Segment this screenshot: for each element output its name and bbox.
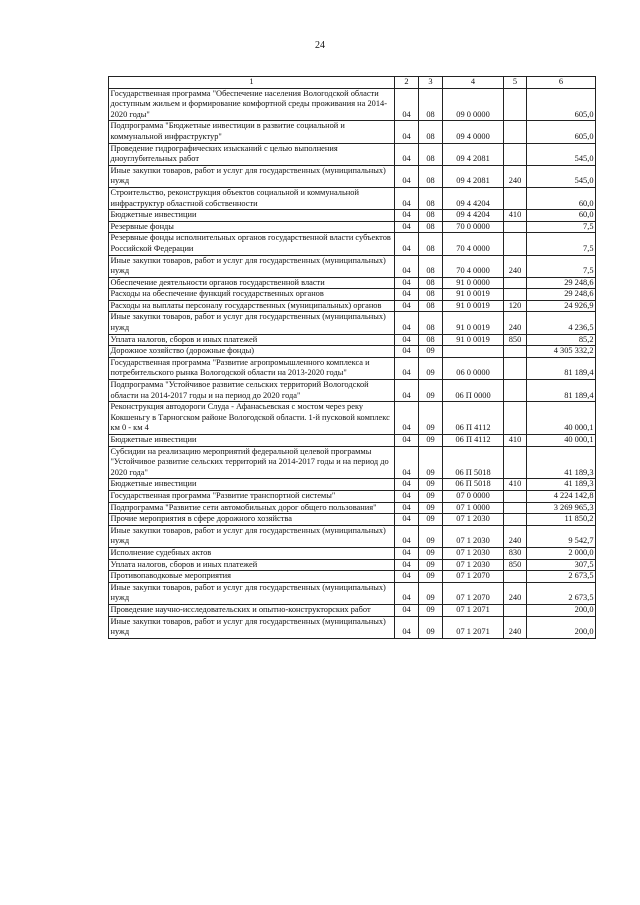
section-code: 04 [395,446,419,479]
table-row [109,502,596,514]
expense-type-code [504,221,527,233]
table-row [109,143,596,165]
table-row [109,221,596,233]
table-row [109,312,596,334]
expense-type-code: 830 [504,547,527,559]
item-name: Государственная программа "Развитие транспортной системы" [109,490,395,502]
expense-type-code [504,380,527,402]
item-name: Иные закупки товаров, работ и услуг для государственных (муниципальных) нужд [109,525,395,547]
subsection-code: 08 [419,165,443,187]
target-article-code: 91 0 0019 [443,312,504,334]
table-row [109,289,596,301]
table-body [109,88,596,638]
section-code: 04 [395,490,419,502]
expense-type-code [504,357,527,379]
subsection-code: 09 [419,479,443,491]
subsection-code: 09 [419,435,443,447]
target-article-code: 09 4 2081 [443,165,504,187]
amount: 200,0 [527,604,596,616]
table-row [109,435,596,447]
section-code: 04 [395,165,419,187]
amount: 40 000,1 [527,402,596,435]
amount: 60,0 [527,210,596,222]
amount: 2 000,0 [527,547,596,559]
subsection-code: 08 [419,221,443,233]
table-row [109,582,596,604]
expense-type-code: 240 [504,582,527,604]
item-name: Дорожное хозяйство (дорожные фонды) [109,346,395,358]
subsection-code: 09 [419,582,443,604]
table-row [109,547,596,559]
item-name: Иные закупки товаров, работ и услуг для государственных (муниципальных) нужд [109,582,395,604]
target-article-code: 09 0 0000 [443,88,504,121]
item-name: Проведение научно-исследовательских и опытно-конструкторских работ [109,604,395,616]
subsection-code: 08 [419,121,443,143]
section-code: 04 [395,357,419,379]
subsection-code: 09 [419,346,443,358]
section-code: 04 [395,312,419,334]
subsection-code: 08 [419,88,443,121]
target-article-code: 91 0 0019 [443,334,504,346]
table-row [109,559,596,571]
subsection-code: 09 [419,604,443,616]
item-name: Иные закупки товаров, работ и услуг для государственных (муниципальных) нужд [109,165,395,187]
section-code: 04 [395,525,419,547]
expense-type-code: 410 [504,210,527,222]
amount: 545,0 [527,165,596,187]
target-article-code: 07 1 2071 [443,616,504,638]
target-article-code: 70 0 0000 [443,221,504,233]
section-code: 04 [395,289,419,301]
section-code: 04 [395,571,419,583]
subsection-code: 08 [419,289,443,301]
expense-type-code: 240 [504,312,527,334]
target-article-code: 06 П 4112 [443,402,504,435]
header-col-section: 2 [395,77,419,89]
subsection-code: 08 [419,210,443,222]
amount: 545,0 [527,143,596,165]
expense-type-code [504,121,527,143]
expense-type-code [504,490,527,502]
section-code: 04 [395,255,419,277]
target-article-code: 07 0 0000 [443,490,504,502]
item-name: Резервные фонды [109,221,395,233]
item-name: Проведение гидрографических изысканий с целью выполнения дноуглубительных работ [109,143,395,165]
amount: 605,0 [527,121,596,143]
subsection-code: 09 [419,525,443,547]
target-article-code: 70 4 0000 [443,233,504,255]
amount: 4 305 332,2 [527,346,596,358]
target-article-code: 07 1 2071 [443,604,504,616]
item-name: Государственная программа "Обеспечение населения Вологодской области доступным жильем и формирование комфортной среды проживания на 2014-2020 годы" [109,88,395,121]
amount: 11 850,2 [527,514,596,526]
subsection-code: 08 [419,312,443,334]
expense-type-code [504,143,527,165]
section-code: 04 [395,143,419,165]
header-row [109,77,596,89]
table-row [109,380,596,402]
target-article-code: 06 П 0000 [443,380,504,402]
item-name: Бюджетные инвестиции [109,435,395,447]
amount: 605,0 [527,88,596,121]
section-code: 04 [395,380,419,402]
target-article-code: 09 4 0000 [443,121,504,143]
expense-type-code [504,502,527,514]
target-article-code: 06 0 0000 [443,357,504,379]
section-code: 04 [395,334,419,346]
target-article-code: 07 1 0000 [443,502,504,514]
table-row [109,402,596,435]
expense-type-code: 240 [504,616,527,638]
table-row [109,88,596,121]
target-article-code: 06 П 5018 [443,446,504,479]
item-name: Иные закупки товаров, работ и услуг для государственных (муниципальных) нужд [109,312,395,334]
expense-type-code: 410 [504,479,527,491]
section-code: 04 [395,210,419,222]
expense-type-code [504,187,527,209]
expense-type-code [504,289,527,301]
expense-type-code [504,88,527,121]
section-code: 04 [395,121,419,143]
header-col-target-article: 4 [443,77,504,89]
expense-type-code: 850 [504,334,527,346]
table-row [109,121,596,143]
amount: 40 000,1 [527,435,596,447]
item-name: Реконструкция автодороги Слуда - Афанасьевская с мостом через реку Кокшеньгу в Тарногском районе Вологодской области. 1-й пусковой комплекс км 0 - км 4 [109,402,395,435]
item-name: Подпрограмма "Устойчивое развитие сельских территорий Вологодской области на 2014-2017 годы и на период до 2020 года" [109,380,395,402]
item-name: Уплата налогов, сборов и иных платежей [109,559,395,571]
amount: 307,5 [527,559,596,571]
header-col-subsection: 3 [419,77,443,89]
target-article-code: 91 0 0000 [443,277,504,289]
item-name: Расходы на выплаты персоналу государственных (муниципальных) органов [109,300,395,312]
section-code: 04 [395,479,419,491]
expense-type-code [504,514,527,526]
expense-type-code: 410 [504,435,527,447]
expense-type-code [504,277,527,289]
expense-type-code: 240 [504,255,527,277]
subsection-code: 09 [419,571,443,583]
target-article-code: 09 4 2081 [443,143,504,165]
section-code: 04 [395,582,419,604]
table-row [109,357,596,379]
subsection-code: 08 [419,300,443,312]
expense-type-code [504,233,527,255]
target-article-code: 07 1 2070 [443,571,504,583]
item-name: Прочие мероприятия в сфере дорожного хозяйства [109,514,395,526]
amount: 29 248,6 [527,289,596,301]
item-name: Иные закупки товаров, работ и услуг для государственных (муниципальных) нужд [109,616,395,638]
section-code: 04 [395,402,419,435]
item-name: Резервные фонды исполнительных органов государственной власти субъектов Российской Федерации [109,233,395,255]
expense-type-code: 240 [504,525,527,547]
target-article-code: 07 1 2030 [443,525,504,547]
subsection-code: 08 [419,255,443,277]
table-row [109,525,596,547]
table-row [109,446,596,479]
table-row [109,490,596,502]
table-row [109,334,596,346]
section-code: 04 [395,604,419,616]
amount: 4 236,5 [527,312,596,334]
target-article-code: 07 1 2070 [443,582,504,604]
item-name: Противопаводковые мероприятия [109,571,395,583]
section-code: 04 [395,435,419,447]
expense-type-code: 240 [504,165,527,187]
table-row [109,514,596,526]
item-name: Бюджетные инвестиции [109,479,395,491]
subsection-code: 08 [419,233,443,255]
subsection-code: 09 [419,547,443,559]
subsection-code: 09 [419,616,443,638]
target-article-code: 91 0 0019 [443,300,504,312]
table-row [109,210,596,222]
item-name: Подпрограмма "Бюджетные инвестиции в развитие социальной и коммунальной инфраструктур" [109,121,395,143]
amount: 7,5 [527,255,596,277]
amount: 9 542,7 [527,525,596,547]
budget-table [108,76,596,639]
target-article-code: 06 П 5018 [443,479,504,491]
target-article-code: 06 П 4112 [443,435,504,447]
expense-type-code [504,402,527,435]
table-row [109,479,596,491]
header-col-expense-type: 5 [504,77,527,89]
item-name: Расходы на обеспечение функций государственных органов [109,289,395,301]
item-name: Обеспечение деятельности органов государственной власти [109,277,395,289]
item-name: Бюджетные инвестиции [109,210,395,222]
amount: 24 926,9 [527,300,596,312]
table-row [109,187,596,209]
table-row [109,616,596,638]
item-name: Государственная программа "Развитие агропромышленного комплекса и потребительского рынка Вологодской области на 2013-2020 годы" [109,357,395,379]
section-code: 04 [395,547,419,559]
amount: 41 189,3 [527,446,596,479]
amount: 200,0 [527,616,596,638]
section-code: 04 [395,277,419,289]
table-row [109,604,596,616]
subsection-code: 09 [419,502,443,514]
header-col-name: 1 [109,77,395,89]
section-code: 04 [395,233,419,255]
subsection-code: 09 [419,559,443,571]
section-code: 04 [395,187,419,209]
section-code: 04 [395,346,419,358]
target-article-code: 07 1 2030 [443,547,504,559]
expense-type-code [504,604,527,616]
amount: 81 189,4 [527,380,596,402]
header-col-amount: 6 [527,77,596,89]
subsection-code: 09 [419,402,443,435]
section-code: 04 [395,221,419,233]
amount: 85,2 [527,334,596,346]
amount: 81 189,4 [527,357,596,379]
amount: 7,5 [527,233,596,255]
subsection-code: 09 [419,446,443,479]
amount: 2 673,5 [527,571,596,583]
table-row [109,300,596,312]
section-code: 04 [395,616,419,638]
subsection-code: 09 [419,490,443,502]
expense-type-code [504,446,527,479]
target-article-code [443,346,504,358]
amount: 3 269 965,3 [527,502,596,514]
section-code: 04 [395,559,419,571]
table-row [109,233,596,255]
target-article-code: 91 0 0019 [443,289,504,301]
target-article-code: 07 1 2030 [443,559,504,571]
amount: 4 224 142,8 [527,490,596,502]
amount: 60,0 [527,187,596,209]
subsection-code: 09 [419,357,443,379]
item-name: Уплата налогов, сборов и иных платежей [109,334,395,346]
section-code: 04 [395,300,419,312]
subsection-code: 09 [419,380,443,402]
expense-type-code [504,346,527,358]
amount: 29 248,6 [527,277,596,289]
subsection-code: 09 [419,514,443,526]
table-row [109,571,596,583]
page-number: 24 [315,40,325,51]
subsection-code: 08 [419,187,443,209]
subsection-code: 08 [419,277,443,289]
amount: 2 673,5 [527,582,596,604]
section-code: 04 [395,514,419,526]
table-row [109,277,596,289]
subsection-code: 08 [419,334,443,346]
subsection-code: 08 [419,143,443,165]
expense-type-code: 120 [504,300,527,312]
amount: 7,5 [527,221,596,233]
section-code: 04 [395,502,419,514]
table-row [109,165,596,187]
item-name: Исполнение судебных актов [109,547,395,559]
item-name: Субсидии на реализацию мероприятий федеральной целевой программы "Устойчивое развитие сельских территорий на 2014-2017 годы и на период до 2020 года" [109,446,395,479]
item-name: Подпрограмма "Развитие сети автомобильных дорог общего пользования" [109,502,395,514]
target-article-code: 70 4 0000 [443,255,504,277]
item-name: Строительство, реконструкция объектов социальной и коммунальной инфраструктур областной собственности [109,187,395,209]
target-article-code: 09 4 4204 [443,210,504,222]
table-row [109,255,596,277]
target-article-code: 09 4 4204 [443,187,504,209]
item-name: Иные закупки товаров, работ и услуг для государственных (муниципальных) нужд [109,255,395,277]
table-row [109,346,596,358]
target-article-code: 07 1 2030 [443,514,504,526]
expense-type-code: 850 [504,559,527,571]
amount: 41 189,3 [527,479,596,491]
expense-type-code [504,571,527,583]
section-code: 04 [395,88,419,121]
